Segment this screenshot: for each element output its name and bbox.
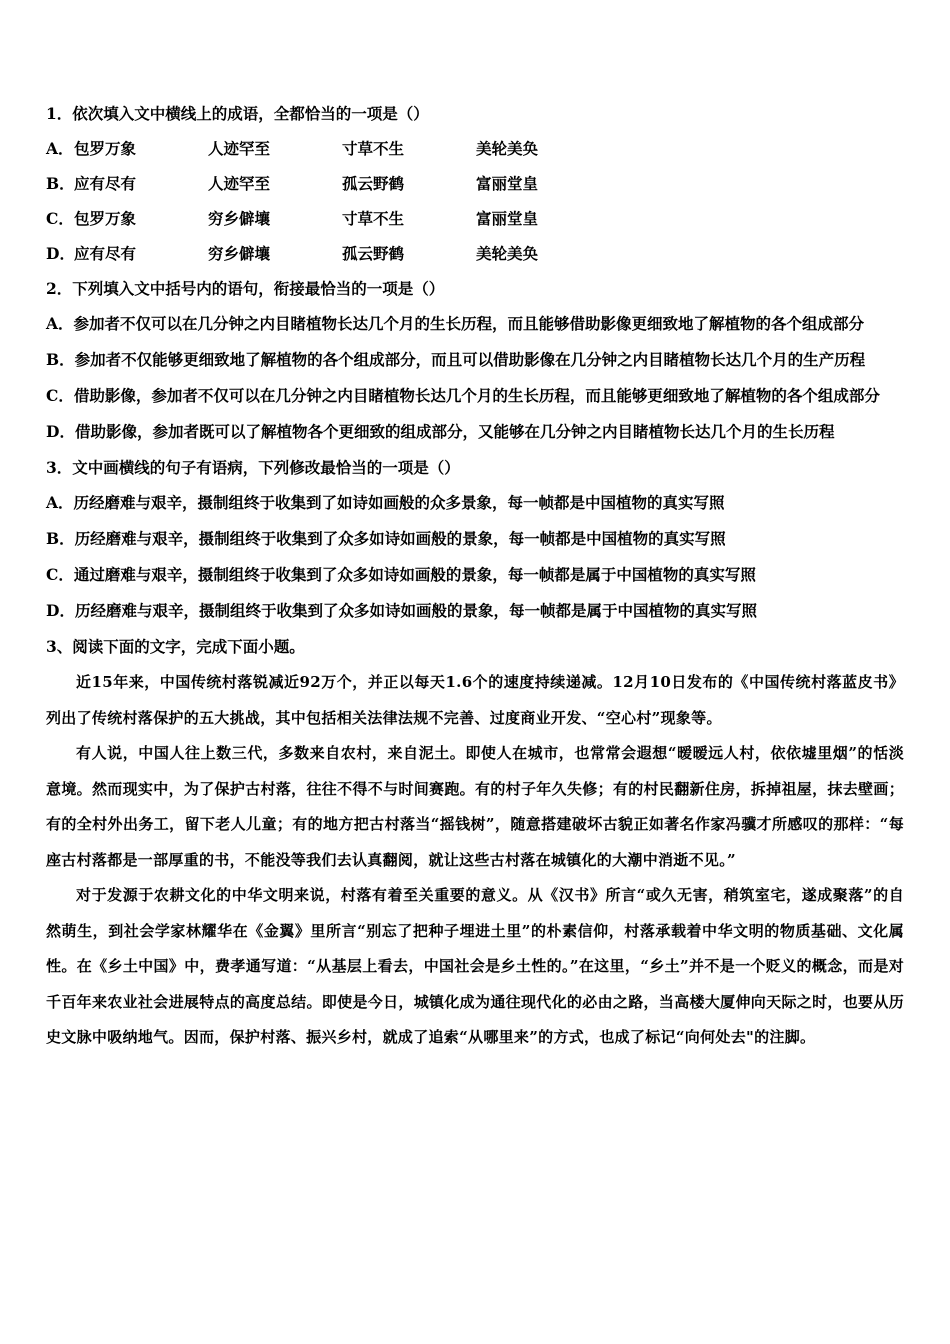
option-idiom: 穷乡僻壤	[208, 209, 271, 228]
question-2-option-d: D．借助影像，参加者既可以了解植物各个更细致的组成部分，又能够在几分钟之内目睹植物长达几个月的生长历程	[46, 422, 835, 441]
question-3-option-b: B．历经磨难与艰辛，摄制组终于收集到了众多如诗如画般的景象，每一帧都是中国植物的真实写照	[46, 529, 726, 548]
option-idiom: 孤云野鹤	[342, 174, 405, 193]
question-2-option-a: A．参加者不仅可以在几分钟之内目睹植物长达几个月的生长历程，而且能够借助影像更细致地了解植物的各个组成部分	[46, 314, 865, 333]
option-idiom: 美轮美奂	[476, 244, 539, 263]
option-idiom: 富丽堂皇	[476, 174, 539, 193]
passage-paragraph: 近15年来，中国传统村落锐减近92万个，并正以每天1.6个的速度持续递减。12月10日发布的《中国传统村落蓝皮书》列出了传统村落保护的五大挑战，其中包括相关法律法规不完善、过度商业开发、“空心村”现象等。	[46, 673, 904, 727]
question-1-option-b	[46, 166, 904, 201]
option-idiom: 美轮美奂	[476, 139, 539, 158]
option-letter: D．	[46, 244, 75, 263]
option-idiom: 寸草不生	[342, 139, 405, 158]
question-3-option-a: A．历经磨难与艰辛，摄制组终于收集到了如诗如画般的众多景象，每一帧都是中国植物的真实写照	[46, 493, 725, 512]
passage-paragraph: 有人说，中国人往上数三代，多数来自农村，来自泥土。即使人在城市，也常常会遐想“暧暧远人村，依依墟里烟”的恬淡意境。然而现实中，为了保护古村落，往往不得不与时间赛跑。有的村子年久失修；有的村民翻新住房，拆掉祖屋，抹去壁画；有的全村外出务工，留下老人儿童；有的地方把古村落当“摇钱树”，随意搭建破坏古貌正如著名作家冯骥才所感叹的那样：“每座古村落都是一部厚重的书，不能没等我们去认真翻阅，就让这些古村落在城镇化的大潮中消逝不见。”	[46, 744, 904, 869]
question-1-option-c	[46, 201, 904, 236]
reading-passage-title: 3、阅读下面的文字，完成下面小题。	[46, 637, 305, 656]
question-2-stem: 2．下列填入文中括号内的语句，衔接最恰当的一项是（）	[46, 279, 445, 298]
question-1-options	[46, 131, 904, 271]
question-3-option-d: D．历经磨难与艰辛，摄制组终于收集到了众多如诗如画般的景象，每一帧都是属于中国植物的真实写照	[46, 601, 757, 620]
option-idiom: 应有尽有	[74, 174, 137, 193]
question-1-option-d	[46, 236, 904, 271]
option-idiom: 人迹罕至	[208, 139, 271, 158]
option-idiom: 孤云野鹤	[342, 244, 405, 263]
option-idiom: 寸草不生	[342, 209, 405, 228]
question-1-stem: 1．依次填入文中横线上的成语，全都恰当的一项是（）	[46, 104, 429, 123]
option-letter: C．	[46, 209, 74, 228]
option-idiom: 应有尽有	[74, 244, 137, 263]
option-idiom: 包罗万象	[74, 209, 137, 228]
question-3-stem: 3．文中画横线的句子有语病，下列修改最恰当的一项是（）	[46, 458, 460, 477]
question-1-option-a	[46, 131, 904, 166]
option-letter: A．	[46, 139, 74, 158]
question-3-option-c: C．通过磨难与艰辛，摄制组终于收集到了众多如诗如画般的景象，每一帧都是属于中国植物的真实写照	[46, 565, 756, 584]
option-letter: B．	[46, 174, 75, 193]
question-2-option-b: B．参加者不仅能够更细致地了解植物的各个组成部分，而且可以借助影像在几分钟之内目睹植物长达几个月的生产历程	[46, 350, 866, 369]
option-idiom: 人迹罕至	[208, 174, 271, 193]
option-idiom: 穷乡僻壤	[208, 244, 271, 263]
option-idiom: 富丽堂皇	[476, 209, 539, 228]
document-page	[46, 96, 904, 1056]
question-2-option-c: C．借助影像，参加者不仅可以在几分钟之内目睹植物长达几个月的生长历程，而且能够更细致地了解植物的各个组成部分	[46, 386, 880, 405]
passage-paragraph: 对于发源于农耕文化的中华文明来说，村落有着至关重要的意义。从《汉书》所言“或久无害，稍筑室宅，遂成聚落”的自然萌生，到社会学家林耀华在《金翼》里所言“别忘了把种子埋进土里”的朴素信仰，村落承载着中华文明的物质基础、文化属性。在《乡土中国》中，费孝通写道：“从基层上看去，中国社会是乡土性的。”在这里，“乡土”并不是一个贬义的概念，而是对千百年来农业社会进展特点的高度总结。即使是今日，城镇化成为通往现代化的必由之路，当高楼大厦伸向天际之时，也要从历史文脉中吸纳地气。因而，保护村落、振兴乡村，就成了追索“从哪里来”的方式，也成了标记“向何处去"的注脚。	[46, 886, 904, 1046]
option-idiom: 包罗万象	[74, 139, 137, 158]
